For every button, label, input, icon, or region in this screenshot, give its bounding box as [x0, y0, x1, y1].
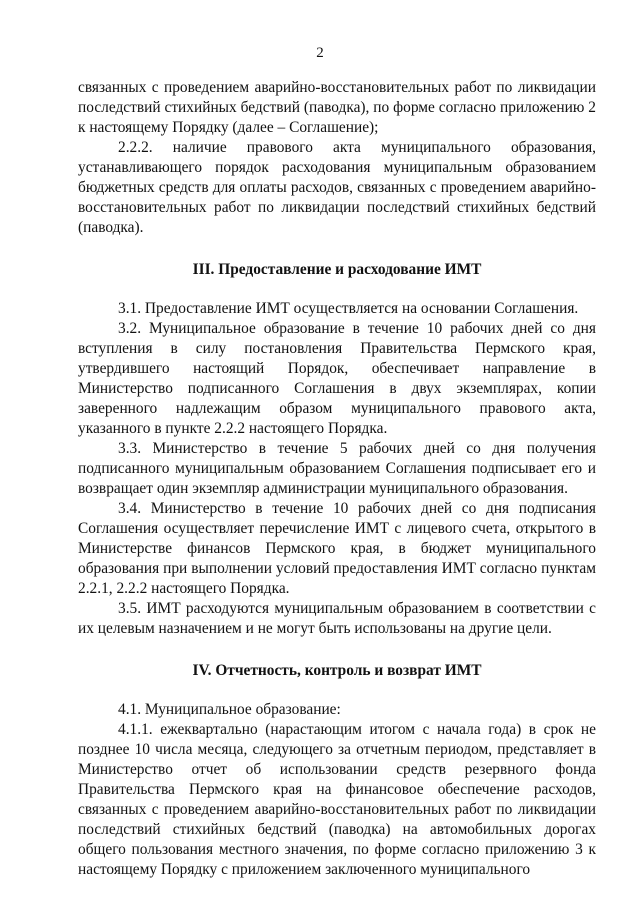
- paragraph-3-1: 3.1. Предоставление ИМТ осуществляется на основании Соглашения.: [118, 300, 579, 317]
- continuation-paragraph: связанных с проведением аварийно-восстановительных работ по ликвидации последствий стихийных бедствий (паводка), по форме согласно приложению 2 к настоящему Порядку (далее – Соглашение);: [78, 79, 596, 136]
- paragraph-2-2-2: 2.2.2. наличие правового акта муниципального образования, устанавливающего порядок расходования муниципальным образованием бюджетных средств для оплаты расходов, связанных с проведением аварийно-восстановительных работ по ликвидации последствий стихийных бедствий (паводка).: [78, 139, 596, 236]
- document-body: [78, 78, 596, 880]
- paragraph-3-5: 3.5. ИМТ расходуются муниципальным образованием в соответствии с их целевым назначением и не могут быть использованы на другие цели.: [78, 600, 596, 637]
- page-number: 2: [316, 45, 324, 61]
- paragraph-4-1: 4.1. Муниципальное образование:: [118, 701, 341, 718]
- section-3-heading: III. Предоставление и расходование ИМТ: [192, 261, 482, 278]
- paragraph-3-2: 3.2. Муниципальное образование в течение 10 рабочих дней со дня вступления в силу постановления Правительства Пермского края, утвердившего настоящий Порядок, обеспечивает направление в Министерство подписанного Соглашения в двух экземплярах, копии заверенного надлежащим образом муниципального правового акта, указанного в пункте 2.2.2 настоящего Порядка.: [78, 320, 596, 437]
- paragraph-4-1-1: 4.1.1. ежеквартально (нарастающим итогом с начала года) в срок не позднее 10 числа месяца, следующего за отчетным периодом, представляет в Министерство отчет об использовании средств резервного фонда Правительства Пермского края на финансовое обеспечение расходов, связанных с проведением аварийно-восстановительных работ по ликвидации последствий стихийных бедствий (паводка) на автомобильных дорогах общего пользования местного значения, по форме согласно приложению 3 к настоящему Порядку с приложением заключенного муниципального: [78, 721, 596, 878]
- section-4-heading: IV. Отчетность, контроль и возврат ИМТ: [192, 662, 482, 679]
- paragraph-3-3: 3.3. Министерство в течение 5 рабочих дней со дня получения подписанного муниципальным образованием Соглашения подписывает его и возвращает один экземпляр администрации муниципального образования.: [78, 440, 596, 497]
- paragraph-3-4: 3.4. Министерство в течение 10 рабочих дней со дня подписания Соглашения осуществляет перечисление ИМТ с лицевого счета, открытого в Министерстве финансов Пермского края, в бюджет муниципального образования при выполнении условий предоставления ИМТ согласно пунктам 2.2.1, 2.2.2 настоящего Порядка.: [78, 500, 596, 597]
